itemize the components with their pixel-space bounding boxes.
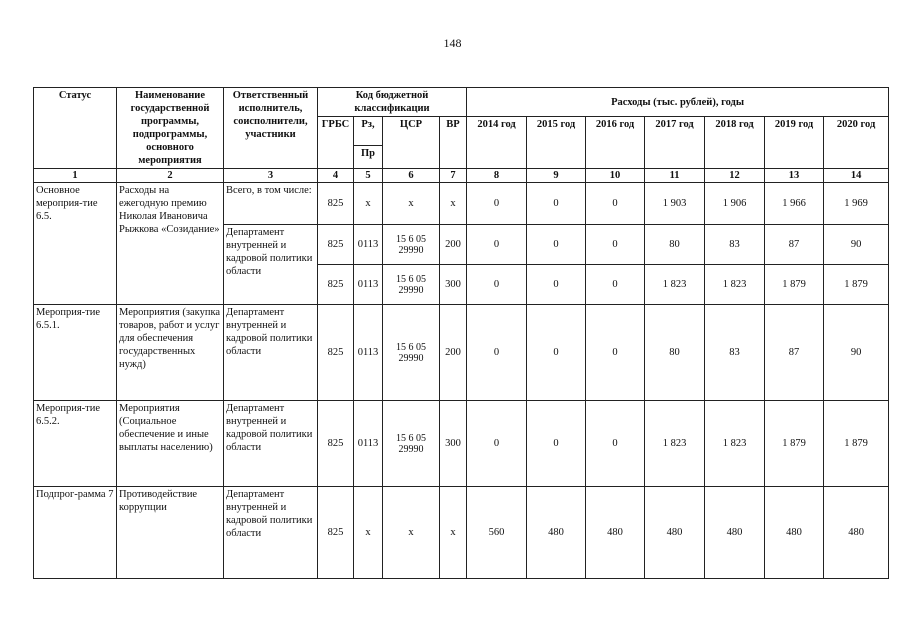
csr-cell: х: [383, 183, 440, 225]
header-year: 2017 год: [645, 117, 705, 169]
value-cell: 0: [467, 183, 527, 225]
executor-cell: Департамент внутренней и кадровой политики области: [224, 487, 318, 579]
value-cell: 480: [527, 487, 586, 579]
rzpr-cell: х: [354, 183, 383, 225]
value-cell: 1 823: [705, 401, 765, 487]
value-cell: 0: [527, 265, 586, 305]
value-cell: 90: [824, 305, 889, 401]
value-cell: 87: [765, 225, 824, 265]
status-cell: Мероприя-тие 6.5.1.: [34, 305, 117, 401]
column-number: 2: [117, 169, 224, 183]
csr-cell: х: [383, 487, 440, 579]
grbs-cell: 825: [318, 265, 354, 305]
value-cell: 83: [705, 305, 765, 401]
value-cell: 87: [765, 305, 824, 401]
status-cell: Основное мероприя-тие 6.5.: [34, 183, 117, 305]
grbs-cell: 825: [318, 225, 354, 265]
grbs-cell: 825: [318, 183, 354, 225]
vr-cell: х: [440, 183, 467, 225]
name-cell: Мероприятия (закупка товаров, работ и услуг для обеспечения государственных нужд): [117, 305, 224, 401]
value-cell: 90: [824, 225, 889, 265]
rzpr-cell: 0113: [354, 401, 383, 487]
rzpr-cell: 0113: [354, 225, 383, 265]
value-cell: 1 906: [705, 183, 765, 225]
column-number: 13: [765, 169, 824, 183]
header-status: Статус: [34, 88, 117, 169]
name-cell: Расходы на ежегодную премию Николая Ивановича Рыжкова «Созидание»: [117, 183, 224, 305]
value-cell: 0: [527, 401, 586, 487]
value-cell: 0: [467, 265, 527, 305]
column-number: 1: [34, 169, 117, 183]
column-number: 11: [645, 169, 705, 183]
header-year: 2020 год: [824, 117, 889, 169]
column-number: 6: [383, 169, 440, 183]
table-row: [34, 305, 889, 401]
value-cell: 0: [586, 265, 645, 305]
value-cell: 1 879: [824, 401, 889, 487]
value-cell: 1 823: [705, 265, 765, 305]
value-cell: 0: [527, 183, 586, 225]
table-row: [34, 183, 889, 225]
header-executor: Ответственный исполнитель, соисполнители, участники: [224, 88, 318, 169]
value-cell: 0: [467, 401, 527, 487]
value-cell: 0: [527, 225, 586, 265]
value-cell: 1 879: [765, 401, 824, 487]
column-number: 3: [224, 169, 318, 183]
vr-cell: х: [440, 487, 467, 579]
table-row: [34, 401, 889, 487]
value-cell: 0: [586, 183, 645, 225]
executor-cell: Департамент внутренней и кадровой политики области: [224, 401, 318, 487]
vr-cell: 300: [440, 401, 467, 487]
grbs-cell: 825: [318, 487, 354, 579]
column-number-row: [34, 169, 889, 183]
value-cell: 1 879: [824, 265, 889, 305]
value-cell: 80: [645, 225, 705, 265]
value-cell: 0: [586, 225, 645, 265]
value-cell: 83: [705, 225, 765, 265]
table-row: [34, 487, 889, 579]
grbs-cell: 825: [318, 305, 354, 401]
header-budget-code: Код бюджетной классификации: [318, 88, 467, 117]
rzpr-cell: 0113: [354, 265, 383, 305]
header-year: 2019 год: [765, 117, 824, 169]
value-cell: 480: [586, 487, 645, 579]
value-cell: 1 966: [765, 183, 824, 225]
page-number: 148: [443, 36, 462, 50]
header-year: 2015 год: [527, 117, 586, 169]
rzpr-cell: х: [354, 487, 383, 579]
name-cell: Мероприятия (Социальное обеспечение и иные выплаты населению): [117, 401, 224, 487]
vr-cell: 200: [440, 225, 467, 265]
table-header: [34, 88, 889, 183]
value-cell: 480: [824, 487, 889, 579]
vr-cell: 300: [440, 265, 467, 305]
value-cell: 0: [467, 225, 527, 265]
column-number: 9: [527, 169, 586, 183]
header-expenses: Расходы (тыс. рублей), годы: [467, 88, 889, 117]
value-cell: 1 823: [645, 401, 705, 487]
column-number: 4: [318, 169, 354, 183]
value-cell: 1 969: [824, 183, 889, 225]
value-cell: 1 879: [765, 265, 824, 305]
value-cell: 80: [645, 305, 705, 401]
value-cell: 0: [586, 401, 645, 487]
csr-cell: 15 6 05 29990: [383, 305, 440, 401]
column-number: 5: [354, 169, 383, 183]
header-name: Наименование государственной программы, подпрограммы, основного мероприятия: [117, 88, 224, 169]
column-number: 12: [705, 169, 765, 183]
budget-table: [33, 87, 889, 579]
vr-cell: 200: [440, 305, 467, 401]
header-year: 2014 год: [467, 117, 527, 169]
header-year: 2016 год: [586, 117, 645, 169]
header-pr: Пр: [354, 146, 383, 169]
executor-cell: Департамент внутренней и кадровой политики области: [224, 225, 318, 305]
column-number: 8: [467, 169, 527, 183]
value-cell: 1 823: [645, 265, 705, 305]
executor-cell: Департамент внутренней и кадровой политики области: [224, 305, 318, 401]
grbs-cell: 825: [318, 401, 354, 487]
value-cell: 480: [705, 487, 765, 579]
rzpr-cell: 0113: [354, 305, 383, 401]
value-cell: 480: [765, 487, 824, 579]
csr-cell: 15 6 05 29990: [383, 265, 440, 305]
name-cell: Противодействие коррупции: [117, 487, 224, 579]
column-number: 10: [586, 169, 645, 183]
value-cell: 480: [645, 487, 705, 579]
value-cell: 560: [467, 487, 527, 579]
value-cell: 0: [586, 305, 645, 401]
column-number: 7: [440, 169, 467, 183]
status-cell: Подпрог-рамма 7: [34, 487, 117, 579]
csr-cell: 15 6 05 29990: [383, 225, 440, 265]
status-cell: Мероприя-тие 6.5.2.: [34, 401, 117, 487]
header-year: 2018 год: [705, 117, 765, 169]
value-cell: 1 903: [645, 183, 705, 225]
header-rz: Рз,: [354, 117, 383, 146]
csr-cell: 15 6 05 29990: [383, 401, 440, 487]
column-number: 14: [824, 169, 889, 183]
value-cell: 0: [527, 305, 586, 401]
header-csr: ЦСР: [383, 117, 440, 169]
header-grbs: ГРБС: [318, 117, 354, 169]
value-cell: 0: [467, 305, 527, 401]
executor-cell: Всего, в том числе:: [224, 183, 318, 225]
header-vr: ВР: [440, 117, 467, 169]
